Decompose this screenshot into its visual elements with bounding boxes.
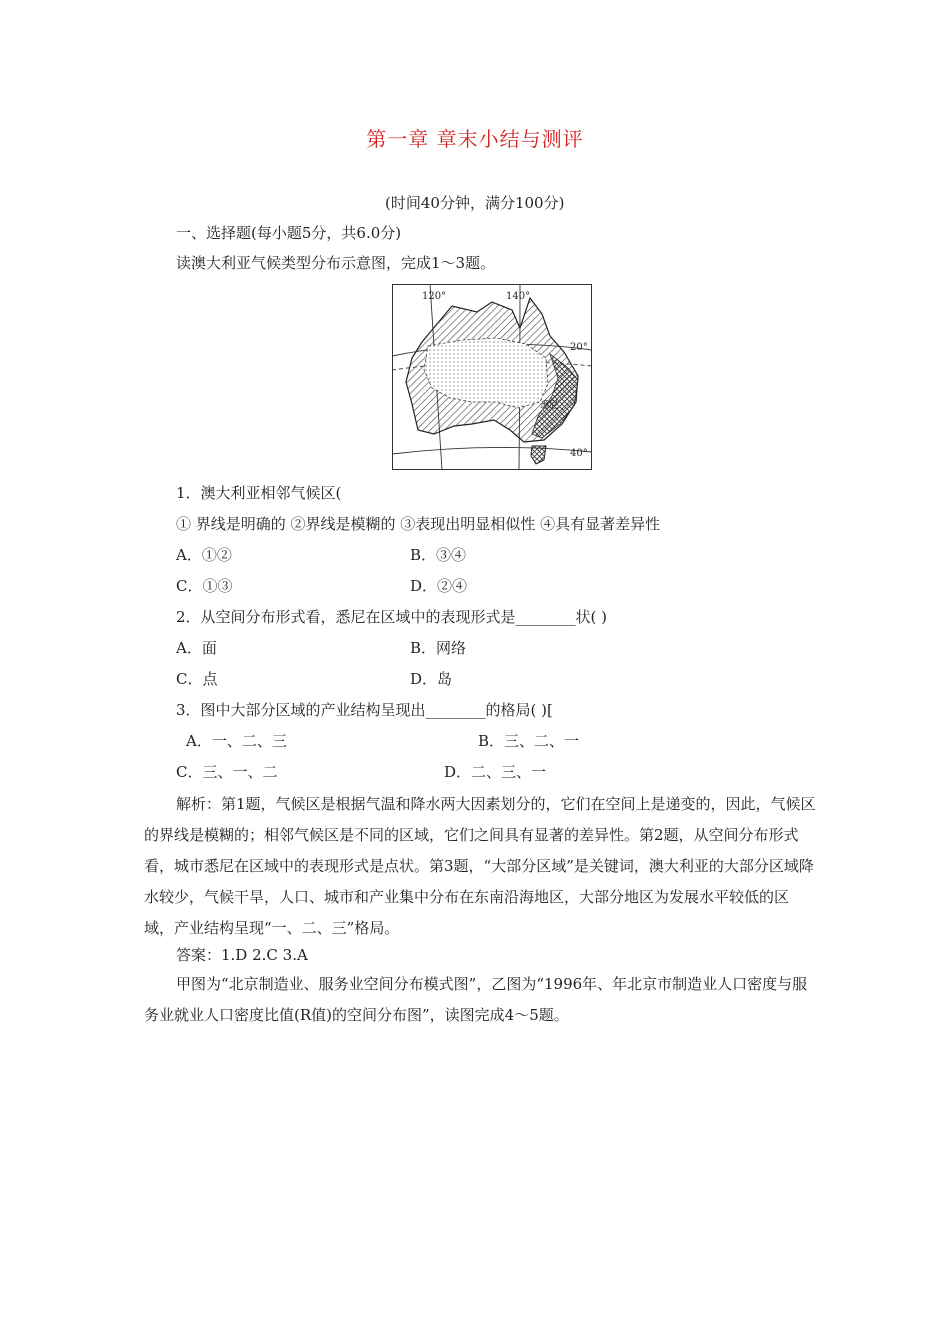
q3-option-a: A．一、二、三: [186, 732, 287, 750]
q3-option-b: B．三、二、一: [478, 732, 580, 750]
australia-climate-map: [392, 284, 592, 470]
test-meta: (时间40分钟，满分100分): [385, 194, 565, 212]
q1-statements: ① 界线是明确的 ②界线是模糊的 ③表现出明显相似性 ④具有显著差异性: [176, 515, 661, 533]
question-intro-1: 读澳大利亚气候类型分布示意图，完成1～3题。: [176, 254, 496, 272]
q2-option-d: D．岛: [410, 670, 453, 688]
analysis-paragraph: 解析：第1题，气候区是根据气温和降水两大因素划分的，它们在空间上是递变的，因此，气候区的界线是模糊的；相邻气候区是不同的区域，它们之间具有显著的差异性。第2题，从空间分布形式看，城市悉尼在区域中的表现形式是点状。第3题，“大部分区域”是关键词，澳大利亚的大部分区域降水较少，气候干旱，人口、城市和产业集中分布在东南沿海地区，大部分地区为发展水平较低的区域，产业结构呈现“一、二、三”格局。: [144, 795, 816, 937]
q1-option-d: D．②④: [410, 577, 468, 595]
lon-140-label: 140°: [506, 291, 531, 302]
q2-option-b: B．网络: [410, 639, 467, 657]
answer-line: 答案：1.D 2.C 3.A: [176, 946, 308, 964]
lat-20-label: 20°: [570, 342, 588, 353]
sydney-label: 悉尼: [540, 401, 559, 411]
q2-stem: 2．从空间分布形式看，悉尼在区域中的表现形式是________状( ): [176, 608, 608, 626]
q3-stem: 3．图中大部分区域的产业结构呈现出________的格局( )[: [176, 701, 553, 719]
q1-option-c: C．①③: [176, 577, 233, 595]
lon-120-label: 120°: [422, 291, 447, 302]
q2-option-a: A．面: [176, 639, 217, 657]
q3-option-d: D．二、三、一: [444, 763, 547, 781]
lat-40-label: 40°: [570, 448, 588, 459]
page-title: 第一章 章末小结与测评: [366, 127, 584, 151]
q2-option-c: C．点: [176, 670, 218, 688]
q1-stem: 1．澳大利亚相邻气候区(: [176, 484, 342, 502]
question-intro-2: 甲图为“北京制造业、服务业空间分布模式图”，乙图为“1996年、年北京市制造业人口密度与服务业就业人口密度比值(R值)的空间分布图”，读图完成4～5题。: [144, 975, 808, 1024]
q1-option-a: A．①②: [176, 546, 232, 564]
q1-option-b: B．③④: [410, 546, 467, 564]
q3-option-c: C．三、一、二: [176, 763, 278, 781]
section-heading: 一、选择题(每小题5分，共6.0分): [176, 224, 402, 242]
